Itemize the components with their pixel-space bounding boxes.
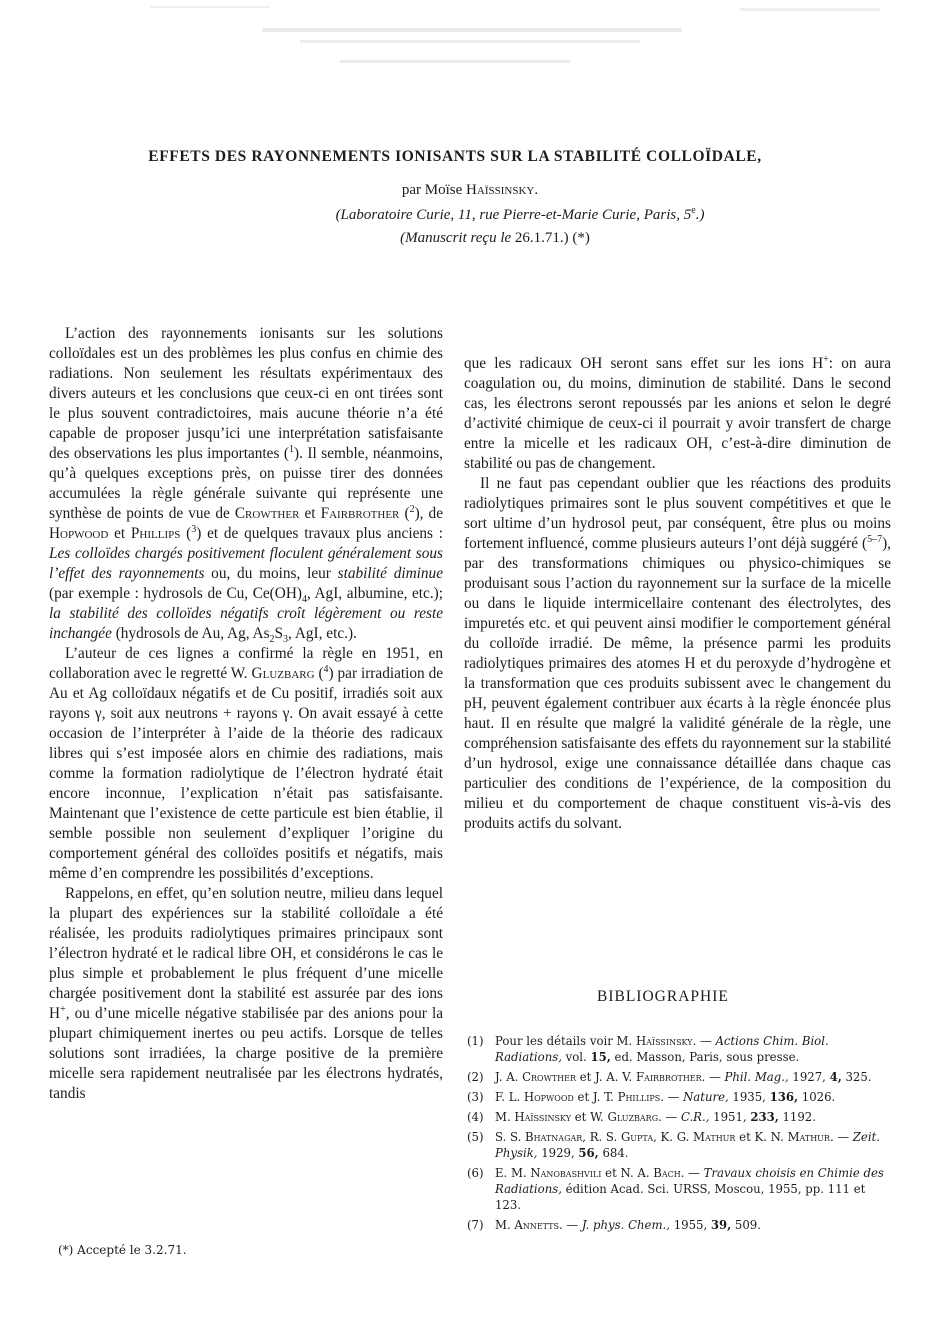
reference-2: (2) J. A. Crowther et J. A. V. Fairbrother. — Phil. Mag., 1927, 4, 325. (467, 1070, 872, 1084)
bibliography-list (467, 1033, 895, 1237)
article-author: par Moïse Haïssinsky. (401, 182, 539, 198)
paragraph: Il ne faut pas cependant oublier que les réactions des produits radiolytiques primaires sont le plus souvent compétitives et que le sort ultime d’un hydrosol peut, par conséquent, être plus ou moins fortement influencé, comme plusieurs auteurs l’ont déjà suggéré ($^{5-7}$), par des transformations chimiques ou physico-chimiques se produisant sous l’action du rayonnement sur la surface de la micelle ou dans le liquide intermicellaire contenant des électrolytes, des impuretés etc. et qui peuvent ainsi modifier le comportement général du colloïde irradié. De même, la présence parmi les produits radiolytiques primaires des atomes H et du peroxyde d’hydrogène et la transformation que ces produits subissent avec le changement du pH, peuvent également contribuer aux écarts à la règle énoncée plus haut. Il en résulte que malgré la validité générale de la règle, une compréhension satisfaisante des effets du rayonnement sur la stabilité d’un hydrosol, exige une connaissance détaillée dans chaque cas particulier des conditions de l’expérience, de la composition du milieu et du comportement de chaque constituent vis-à-vis des produits actifs du solvant. (464, 475, 891, 832)
affiliation: (Laboratoire Curie, 11, rue Pierre-et-Marie Curie, Paris, 5e.) (335, 205, 705, 223)
reference-7: (7) M. Annetts. — J. phys. Chem., 1955, 39, 509. (467, 1218, 761, 1232)
paragraph: L’auteur de ces lignes a confirmé la règle en 1951, en collaboration avec le regretté W. Gluzbarg ($^4$) par irradiation de Au et Ag colloïdaux négatifs et de Cu positif, irradiés soit aux rayons γ, soit aux neutrons + rayons γ. On avait essayé à cette occasion de l’interpréter à l’aide de la théorie des radicaux libres qui s’est imposée alors en chimie des radiations, mais comme la formation radiolytique de l’électron hydraté était encore inconnue, l’explication n’était pas satisfaisante. Maintenant que l’existence de cette particule est bien établie, il semble possible non seulement d’expliquer l’origine du comportement général des colloïdes positifs et négatifs, mais même d’en comprendre les possibilités d’exceptions. (49, 645, 444, 882)
footnote: (*) Accepté le 3.2.71. (58, 1243, 187, 1257)
article-header (0, 148, 930, 247)
reference-4: (4) M. Haïssinsky et W. Gluzbarg. — C.R., 1951, 233, 1192. (467, 1110, 816, 1124)
paragraph: que les radicaux OH seront sans effet sur les ions H+: on aura coagulation ou, du moins, diminution de stabilité. Dans le second cas, les électrons seront repoussés par les anions et selon le degré d’activité chimique de ceux-ci il pourrait y avoir transfert de charge entre la micelle et les radicaux OH, c’est-à-dire diminution de stabilité ou pas de changement. (464, 353, 891, 472)
author-surname: Haïssinsky. (466, 182, 539, 198)
reference-1: (1) Pour les détails voir M. Haïssinsky. — Actions Chim. Biol. Radiations, vol. 15, ed. Masson, Paris, sous presse. (467, 1034, 829, 1064)
reference-6: (6) E. M. Nanobashvili et N. A. Bach. — Travaux choisis en Chimie des Radiations, édition Acad. Sci. URSS, Moscou, 1955, pp. 111 et 123. (467, 1166, 884, 1212)
reference-5: (5) S. S. Bhatnagar, R. S. Gupta, K. G. Mathur et K. N. Mathur. — Zeit. Physik, 1929, 56, 684. (467, 1130, 880, 1160)
manuscript-received: (Manuscrit reçu le 26.1.71.) (*) (400, 230, 590, 246)
left-column (49, 324, 443, 1104)
paragraph: Rappelons, en effet, qu’en solution neutre, milieu dans lequel la plupart des expériences sur la stabilité colloïdale a été réalisée, les produits radiolytiques primaires principaux sont l’électron hydraté et le radical libre OH, et considérons le cas le plus simple et probablement le plus fréquent d’une micelle chargée positivement dont la stabilité est assurée par des ions H+, ou d’une micelle négative stabilisée par des anions pour la plupart chimiquement inertes ou peu actifs. Lorsque de telles solutions sont irradiées, la charge positive de la première micelle sera rapidement neutralisée par les électrons hydratés, tandis (49, 885, 443, 1102)
article-title: EFFETS DES RAYONNEMENTS IONISANTS SUR LA STABILITÉ COLLOÏDALE, (148, 148, 762, 165)
bibliography-title: BIBLIOGRAPHIE (597, 988, 729, 1005)
reference-3: (3) F. L. Hopwood et J. T. Phillips. — Nature, 1935, 136, 1026. (467, 1090, 836, 1104)
paragraph: L’action des rayonnements ionisants sur les solutions colloïdales est un des problèmes les plus confus en chimie des radiations. Non seulement les résultats expérimentaux des divers auteurs et les conclusions que ceux-ci en ont tirées sont le plus souvent contradictoires, mais aucune théorie n’a été capable de proposer jusqu’ici une interprétation satisfaisante des observations les plus importantes ($^1$). Il semble, néanmoins, qu’à quelques exceptions près, on puisse tirer des données accumulées la règle générale suivante qui représente une synthèse de points de vue de Crowther et Fairbrother ($^2$), de Hopwood et Phillips ($^3$) et de quelques travaux plus anciens : Les colloïdes chargés positivement floculent généralement sous l’effet des rayonnements ou, du moins, leur stabilité diminue (par exemple : hydrosols de Cu, $Ce(OH)_4$, AgI, albumine, etc.); la stabilité des colloïdes négatifs croît légèrement ou reste inchangée (hydrosols de Au, Ag, $As_2S_3$, AgI, etc.). (49, 325, 444, 646)
right-column (464, 354, 891, 834)
